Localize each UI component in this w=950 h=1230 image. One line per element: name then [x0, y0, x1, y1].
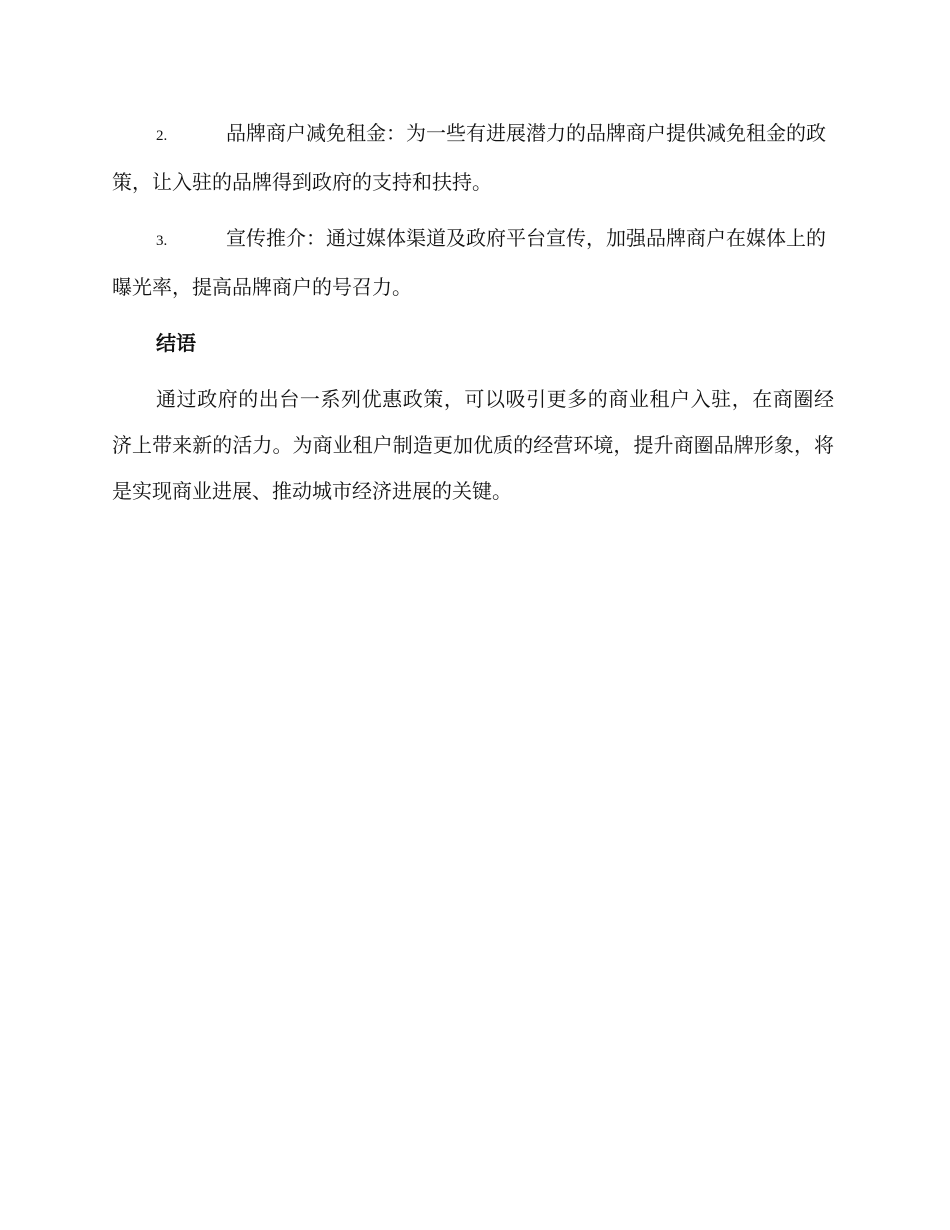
list-item — [112, 110, 834, 205]
list-item-text: 品牌商户减免租金：为一些有进展潜力的品牌商户提供减免租金的政策，让入驻的品牌得到政府的支持和扶持。 — [112, 121, 826, 194]
conclusion-heading: 结语 — [156, 331, 196, 355]
conclusion-paragraph: 通过政府的出台一系列优惠政策，可以吸引更多的商业租户入驻，在商圈经济上带来新的活力。为商业租户制造更加优质的经营环境，提升商圈品牌形象，将是实现商业进展、推动城市经济进展的关键。 — [112, 387, 834, 503]
list-item — [112, 215, 834, 310]
document-page — [112, 110, 834, 514]
list-item-number: 2. — [156, 128, 168, 144]
list-item-text: 宣传推介：通过媒体渠道及政府平台宣传，加强品牌商户在媒体上的曝光率，提高品牌商户的号召力。 — [112, 226, 826, 299]
list-item-number: 3. — [156, 233, 168, 249]
